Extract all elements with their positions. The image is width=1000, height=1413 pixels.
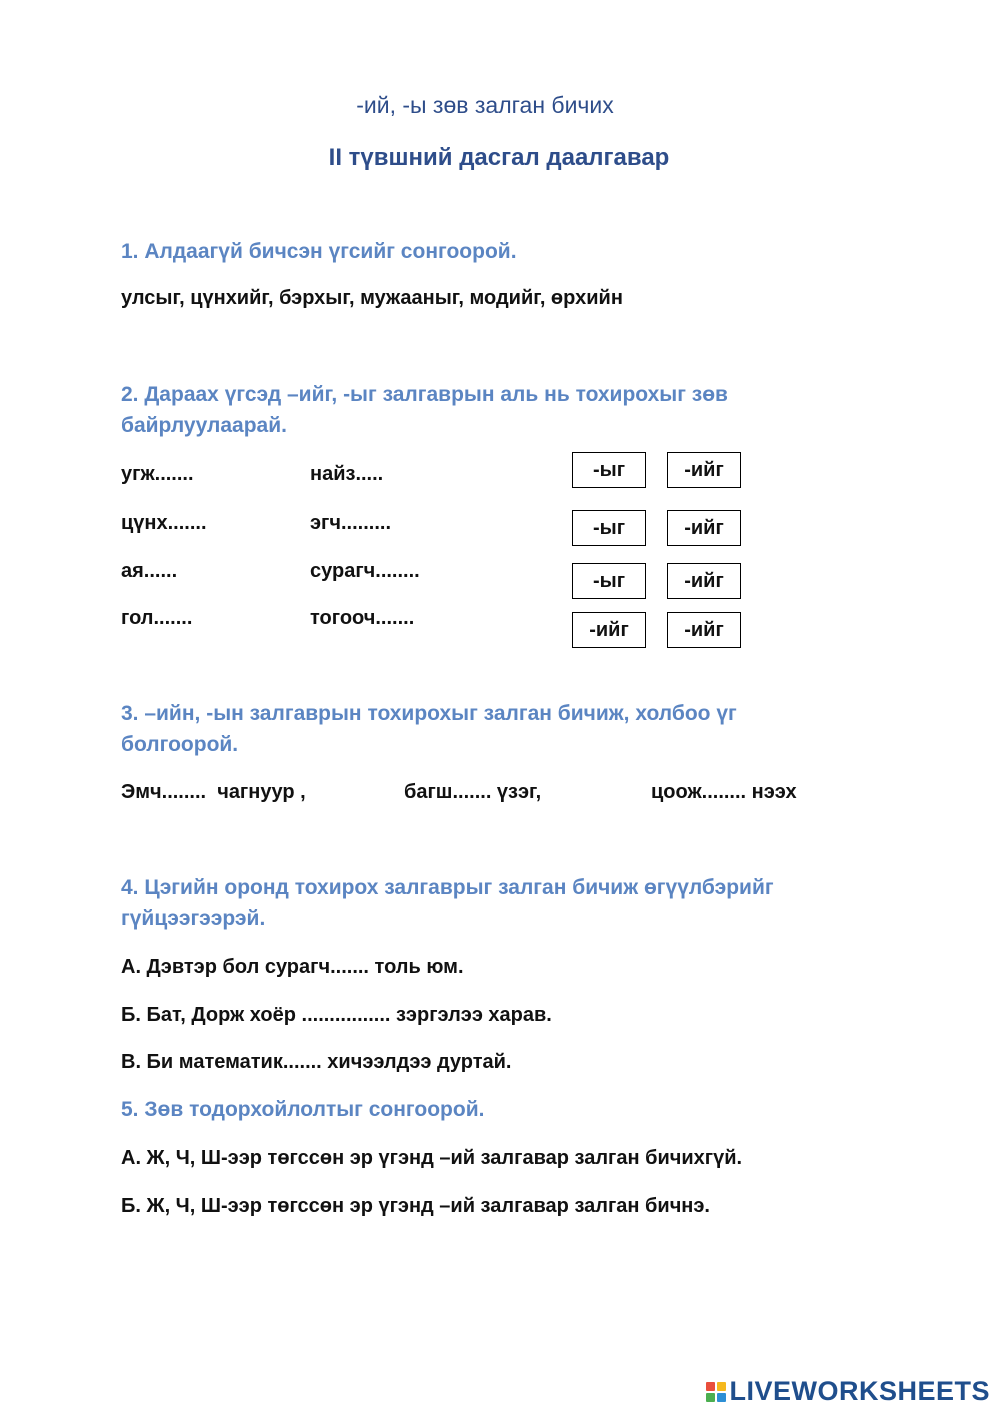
liveworksheets-logo — [706, 1376, 990, 1407]
question-4-heading-line2: гүйцээгээрэй. — [121, 907, 266, 930]
q4-sentence-c[interactable]: В. Би математик....... хичээлдээ дуртай. — [121, 1051, 512, 1073]
q4-sentence-b[interactable]: Б. Бат, Дорж хоёр ................ зэргэлээ харав. — [121, 1004, 552, 1026]
question-2-heading-line2: байрлуулаарай. — [121, 414, 287, 437]
q2-row3-left-word: ая...... — [121, 560, 178, 582]
question-5-heading: 5. Зөв тодорхойлолтыг сонгоорой. — [121, 1098, 485, 1121]
q2-row2-right-word: эгч......... — [310, 512, 391, 534]
logo-square-green — [706, 1393, 715, 1402]
question-1-words[interactable]: улсыг, цүнхийг, бэрхыг, мужааныг, модийг, өрхийн — [121, 287, 623, 309]
q2-row3-option-2[interactable]: -ийг — [667, 563, 741, 599]
question-3-heading-line1: 3. –ийн, -ын залгаврын тохирохыг залган бичиж, холбоо үг — [121, 702, 737, 725]
q4-sentence-a[interactable]: А. Дэвтэр бол сурагч....... толь юм. — [121, 956, 464, 978]
logo-square-red — [706, 1382, 715, 1391]
q2-row2-option-1[interactable]: -ыг — [572, 510, 646, 546]
q2-row2-left-word: цүнх....... — [121, 512, 207, 534]
logo-square-blue — [717, 1393, 726, 1402]
worksheet-title: II түвшний дасгал даалгавар — [328, 144, 670, 171]
question-1-heading: 1. Алдаагүй бичсэн үгсийг сонгоорой. — [121, 240, 517, 263]
q2-row2-option-2[interactable]: -ийг — [667, 510, 741, 546]
q2-row1-option-2[interactable]: -ийг — [667, 452, 741, 488]
q2-row4-option-1[interactable]: -ийг — [572, 612, 646, 648]
question-4-heading — [121, 872, 774, 934]
q5-option-a[interactable]: А. Ж, Ч, Ш-ээр төгссөн эр үгэнд –ий залгавар залган бичихгүй. — [121, 1147, 743, 1169]
q5-option-b[interactable]: Б. Ж, Ч, Ш-ээр төгссөн эр үгэнд –ий залгавар залган бичнэ. — [121, 1195, 710, 1217]
q2-row1-option-1[interactable]: -ыг — [572, 452, 646, 488]
liveworksheets-logo-text: LIVEWORKSHEETS — [729, 1376, 990, 1406]
liveworksheets-logo-icon — [706, 1382, 726, 1402]
q2-row1-right-word: найз..... — [310, 463, 384, 485]
question-2-heading-line1: 2. Дараах үгсэд –ийг, -ыг залгаврын аль нь тохирохыг зөв — [121, 383, 728, 406]
logo-square-yellow — [717, 1382, 726, 1391]
q2-row3-right-word: сурагч........ — [310, 560, 420, 582]
q3-item-3[interactable]: цоож........ нээх — [651, 781, 797, 803]
question-4-heading-line1: 4. Цэгийн оронд тохирох залгаврыг залган бичиж өгүүлбэрийг — [121, 876, 774, 899]
q2-row4-right-word: тогооч....... — [310, 607, 415, 629]
question-2-heading — [121, 379, 728, 441]
worksheet-subtitle: -ий, -ы зөв залган бичих — [356, 92, 614, 118]
q3-item-1[interactable]: Эмч........ чагнуур , — [121, 781, 306, 803]
q2-row1-left-word: угж....... — [121, 463, 194, 485]
q2-row4-left-word: гол....... — [121, 607, 193, 629]
q3-item-2[interactable]: багш....... үзэг, — [404, 781, 542, 803]
q2-row4-option-2[interactable]: -ийг — [667, 612, 741, 648]
question-3-heading — [121, 698, 737, 760]
question-3-heading-line2: болгоорой. — [121, 733, 239, 756]
q2-row3-option-1[interactable]: -ыг — [572, 563, 646, 599]
